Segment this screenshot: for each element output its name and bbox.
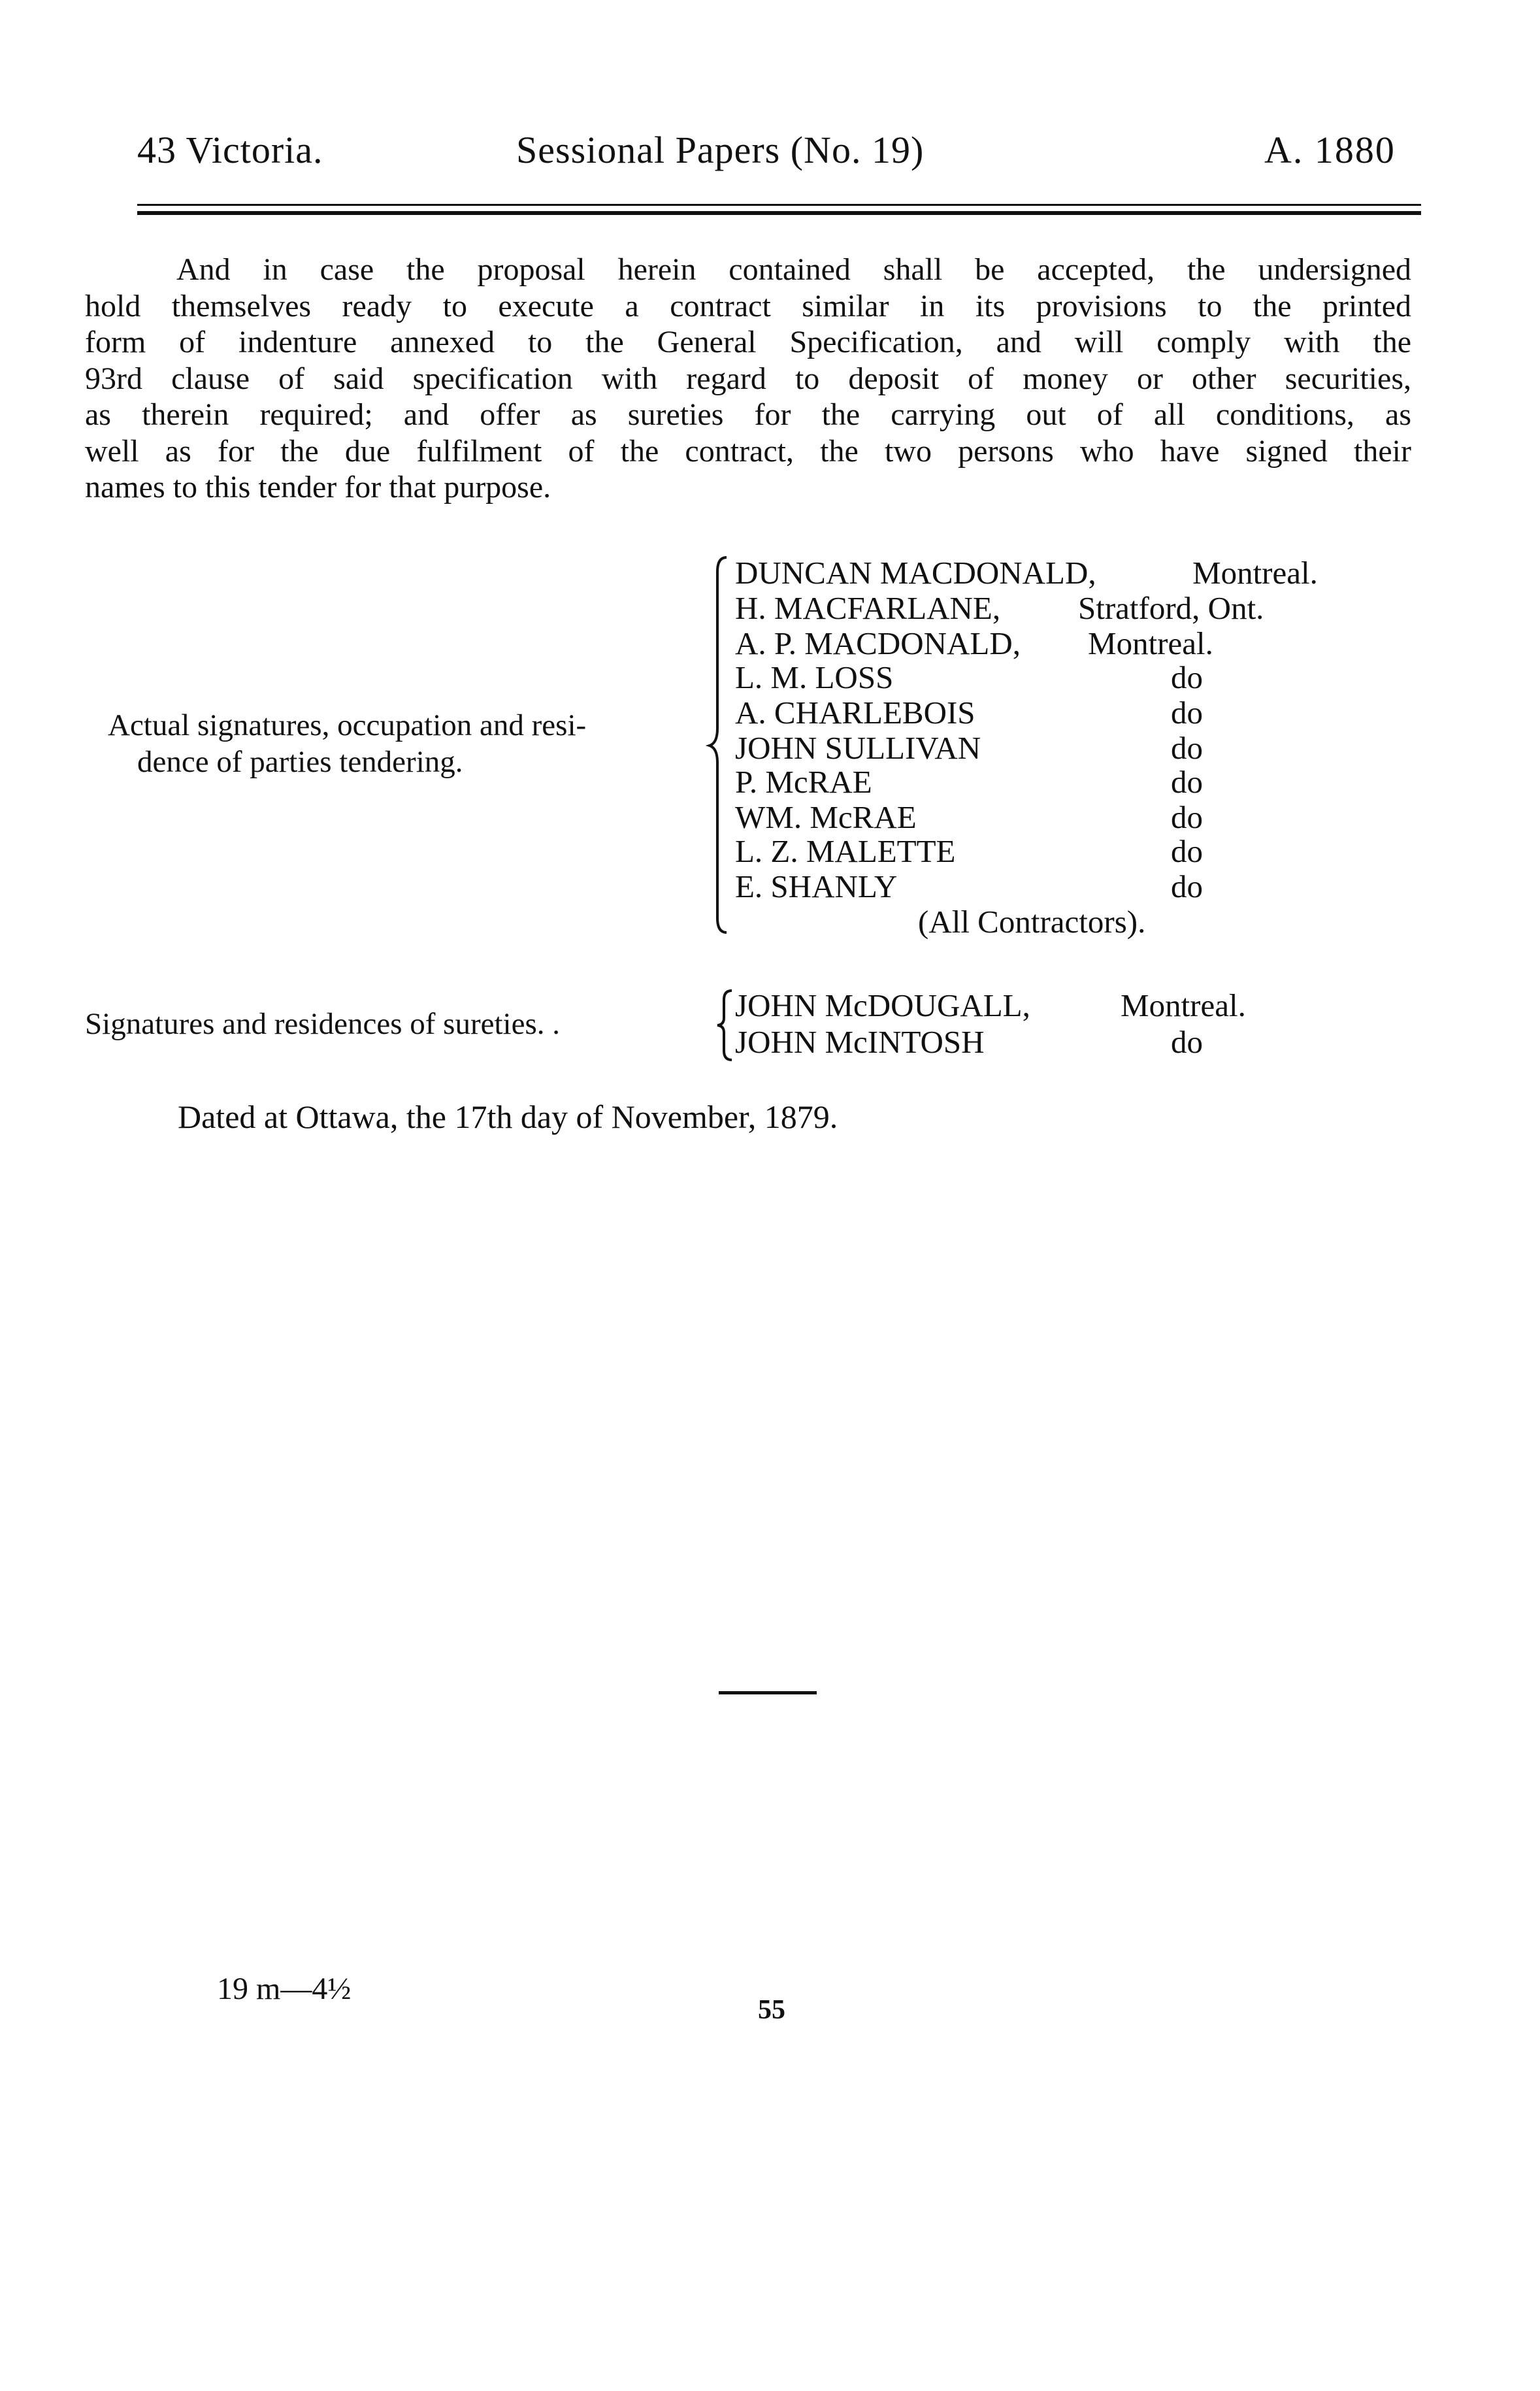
header-right: A. 1880: [1264, 129, 1396, 171]
tenderer-name: A. CHARLEBOIS: [735, 695, 975, 731]
paragraph-line: hold themselves ready to execute a contract similar in its provisions to the printed: [85, 288, 1411, 323]
surety-place: Montreal.: [1121, 987, 1246, 1023]
sureties-label: Signatures and residences of sureties. .: [85, 1007, 560, 1041]
tenderer-place: do: [1171, 799, 1203, 835]
body-paragraph: [85, 252, 1411, 506]
header-title: Sessional Papers (No. 19): [516, 129, 925, 171]
header-left: 43 Victoria.: [137, 129, 323, 171]
tenderer-place: do: [1171, 764, 1203, 800]
surety-place: do: [1171, 1024, 1203, 1060]
paragraph-line: as therein required; and offer as sureties for the carrying out of all conditions, as: [85, 397, 1411, 432]
tenderer-name: A. P. MACDONALD,: [735, 625, 1021, 661]
header-rule-thick: [137, 211, 1421, 215]
footer-reference: 19 m—4½: [217, 1971, 352, 2006]
tenderer-place: Stratford, Ont.: [1078, 590, 1264, 626]
header-rule-thin: [137, 204, 1421, 206]
tenderer-name: H. MACFARLANE,: [735, 590, 1001, 626]
tenderers-label-line1: Actual signatures, occupation and resi-: [108, 708, 587, 742]
tenderer-place: Montreal.: [1088, 625, 1213, 661]
paragraph-line: well as for the due fulfilment of the contract, the two persons who have signed their: [85, 433, 1411, 469]
tenderer-name: E. SHANLY: [735, 868, 898, 904]
tenderer-name: P. McRAE: [735, 764, 872, 800]
paragraph-line: And in case the proposal herein contained shall be accepted, the undersigned: [176, 252, 1411, 287]
paragraph-line: names to this tender for that purpose.: [85, 470, 551, 504]
tenderer-place: do: [1171, 833, 1203, 869]
surety-name: JOHN McINTOSH: [735, 1024, 985, 1060]
tenderers-brace: [706, 552, 735, 938]
tenderer-place: do: [1171, 730, 1203, 766]
tenderers-footnote: (All Contractors).: [918, 904, 1146, 940]
tenderer-place: do: [1171, 659, 1203, 695]
section-separator: [719, 1691, 817, 1694]
paragraph-line: form of indenture annexed to the General Specification, and will comply with the: [85, 325, 1411, 359]
sureties-brace: [712, 987, 736, 1064]
tenderer-name: WM. McRAE: [735, 799, 917, 835]
tenderer-place: do: [1171, 695, 1203, 731]
tenderer-place: do: [1171, 868, 1203, 904]
dated-line: Dated at Ottawa, the 17th day of November, 1879.: [178, 1098, 838, 1135]
tenderers-label-line2: dence of parties tendering.: [137, 745, 463, 779]
tenderer-name: L. Z. MALETTE: [735, 833, 956, 869]
tenderer-name: L. M. LOSS: [735, 659, 894, 695]
paragraph-line: 93rd clause of said specification with regard to deposit of money or other securities,: [85, 361, 1411, 396]
page-number: 55: [758, 1995, 785, 2025]
tenderer-place: Montreal.: [1192, 555, 1318, 591]
surety-name: JOHN McDOUGALL,: [735, 987, 1030, 1023]
tenderer-name: DUNCAN MACDONALD,: [735, 555, 1096, 591]
tenderer-name: JOHN SULLIVAN: [735, 730, 981, 766]
